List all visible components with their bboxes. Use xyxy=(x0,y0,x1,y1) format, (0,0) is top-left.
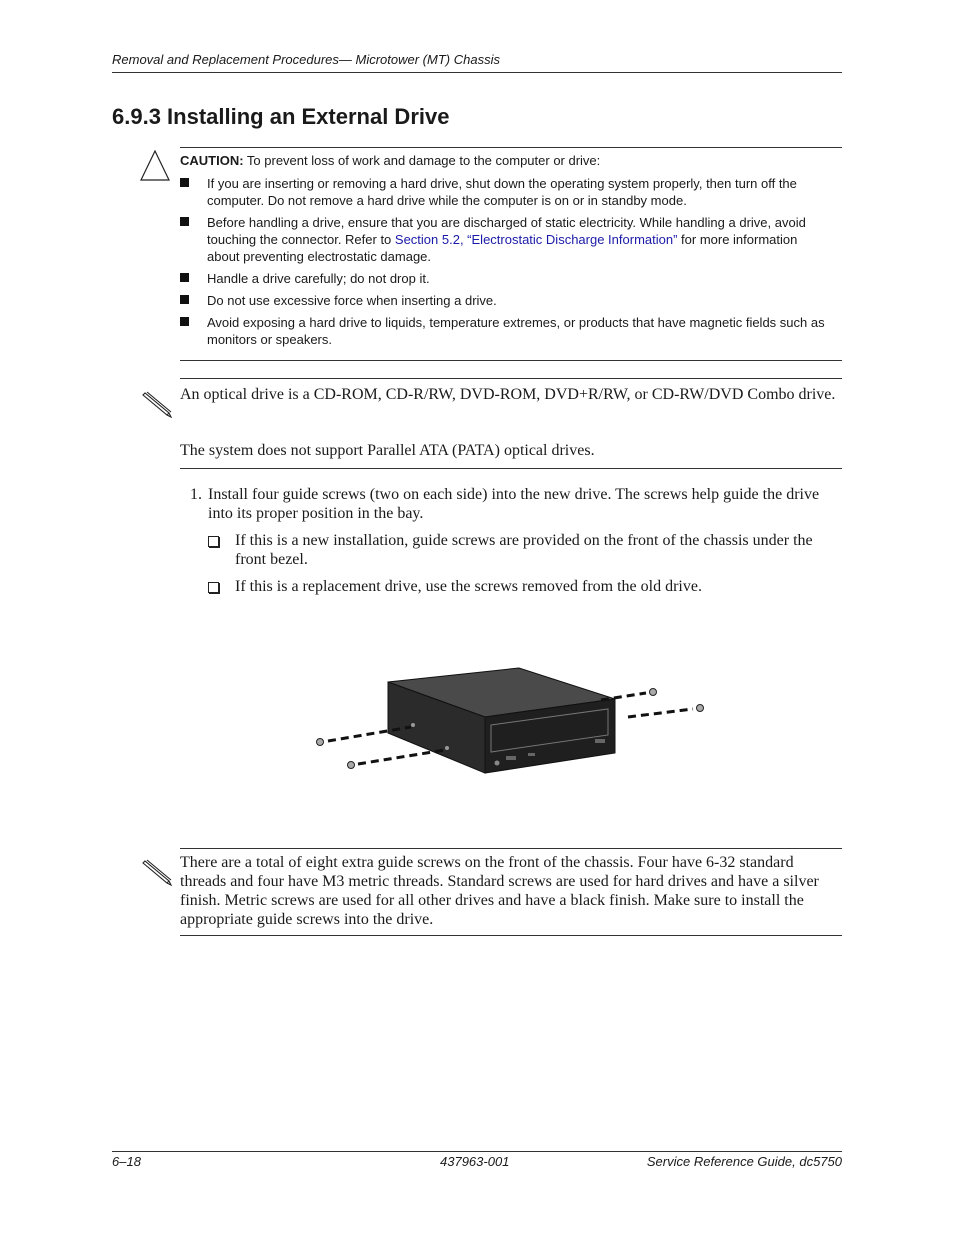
square-bullet-icon xyxy=(180,178,189,187)
section-title: 6.9.3 Installing an External Drive xyxy=(112,104,450,129)
square-bullet-icon xyxy=(180,317,189,326)
step-1 xyxy=(190,485,840,604)
square-bullet-icon xyxy=(180,217,189,226)
caution-triangle-icon xyxy=(140,150,170,182)
substep-item: If this is a replacement drive, use the screws removed from the old drive. xyxy=(208,577,840,596)
substep-item: If this is a new installation, guide screws are provided on the front of the chassis under the front bezel. xyxy=(208,531,840,569)
step-number: 1. xyxy=(190,486,202,503)
caution-item: Before handling a drive, ensure that you are discharged of static electricity. While handling a drive, avoid touching the connector. Refer to Section 5.2, “Electrostatic Discharge Information” for more information about preventing electrostatic damage. xyxy=(180,214,830,265)
caution-list xyxy=(180,175,830,348)
footer-rule xyxy=(112,1151,842,1152)
step-text: Install four guide screws (two on each side) into the new drive. The screws help guide the drive into its proper position in the bay. xyxy=(208,486,820,522)
esd-section-link[interactable]: Section 5.2, “Electrostatic Discharge Information” xyxy=(394,232,678,247)
caution-item: If you are inserting or removing a hard drive, shut down the operating system properly, then turn off the computer. Do not remove a hard drive while the computer is on or in standby mode. xyxy=(180,175,830,209)
footer-page-number: 6–18 xyxy=(112,1154,141,1169)
caution-lead xyxy=(180,152,830,169)
note1-bottom-rule xyxy=(180,468,842,469)
note1-paragraph-1: An optical drive is a CD-ROM, CD-R/RW, DVD-ROM, DVD+R/RW, or CD-RW/DVD Combo drive. xyxy=(180,386,836,403)
caution-bottom-rule xyxy=(180,360,842,361)
checkbox-bullet-icon xyxy=(208,536,219,547)
pencil-note-icon xyxy=(140,390,174,420)
caution-item: Avoid exposing a hard drive to liquids, temperature extremes, or products that have magnetic fields such as monitors or speakers. xyxy=(180,314,830,348)
caution-item: Do not use excessive force when inserting a drive. xyxy=(180,292,830,309)
footer-guide-title: Service Reference Guide, dc5750 xyxy=(646,1154,842,1169)
checkbox-bullet-icon xyxy=(208,582,219,593)
running-header: Removal and Replacement Procedures— Microtower (MT) Chassis xyxy=(112,52,500,67)
caution-item: Handle a drive carefully; do not drop it. xyxy=(180,270,830,287)
footer-part-number: 437963-001 xyxy=(440,1154,510,1169)
caution-top-rule xyxy=(180,147,842,148)
square-bullet-icon xyxy=(180,295,189,304)
note1-paragraph-2: The system does not support Parallel ATA (PATA) optical drives. xyxy=(180,442,595,459)
note1-top-rule xyxy=(180,378,842,379)
pencil-note-icon xyxy=(140,858,174,888)
square-bullet-icon xyxy=(180,273,189,282)
note2-bottom-rule xyxy=(180,935,842,936)
caution-lead-text: To prevent loss of work and damage to the computer or drive: xyxy=(243,153,601,168)
note2-top-rule xyxy=(180,848,842,849)
substep-list xyxy=(208,531,840,596)
caution-label: CAUTION: xyxy=(180,153,244,168)
drive-guide-screws-illustration xyxy=(310,655,710,785)
note2-text: There are a total of eight extra guide screws on the front of the chassis. Four have 6-32 standard threads and four have M3 metric threads. Standard screws are used for hard drives and have a silver finish. Metric screws are used for all other drives and have a black finish. Make sure to install the appropriate guide screws into the drive. xyxy=(180,854,819,928)
header-rule xyxy=(112,72,842,73)
caution-block xyxy=(180,152,830,353)
